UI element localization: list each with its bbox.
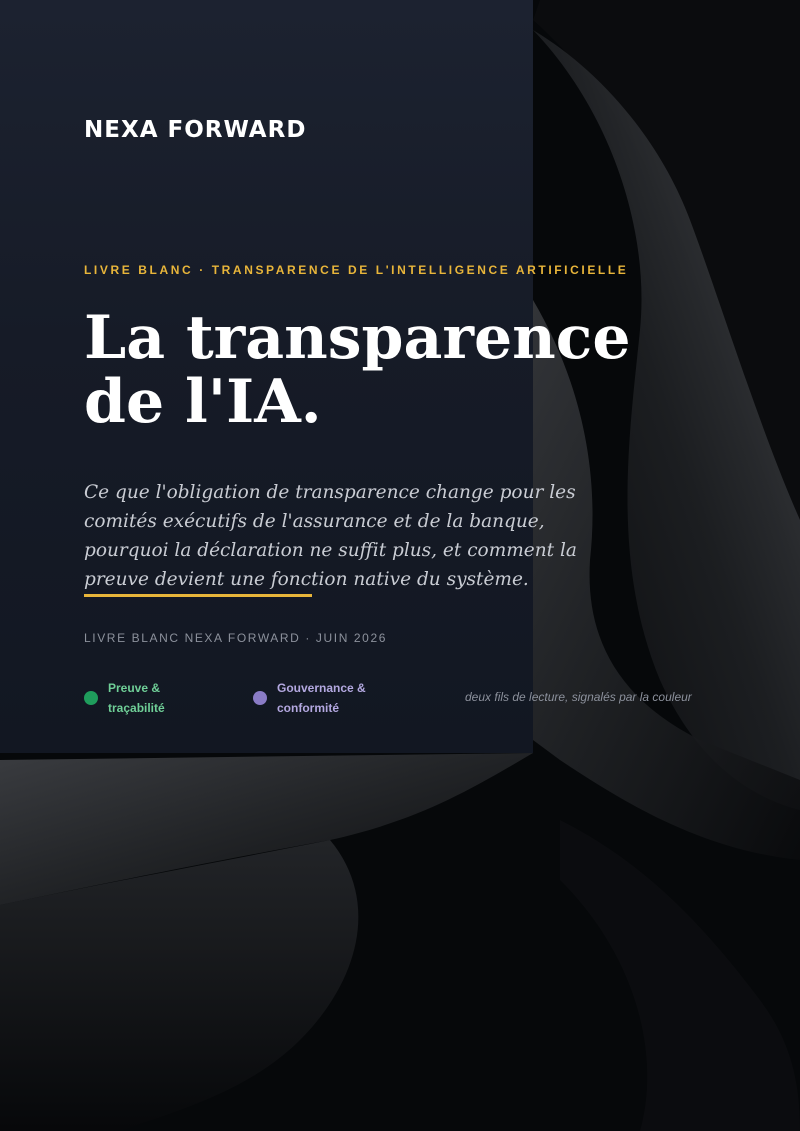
cover-meta: LIVRE BLANC NEXA FORWARD · JUIN 2026 (84, 631, 388, 645)
accent-underline (84, 594, 312, 597)
lede-line: Ce que l'obligation de transparence change pour les (84, 482, 576, 503)
thread-label-line: traçabilité (108, 701, 165, 715)
cover-title-line: La transparence (84, 303, 631, 373)
cover-title (84, 303, 724, 437)
thread-label (277, 678, 387, 718)
lede-line: comités exécutifs de l'assurance et de la banque, (84, 511, 545, 532)
lede-line: pourquoi la déclaration ne suffit plus, et comment la (84, 540, 577, 561)
thread-dot-purple (253, 691, 267, 705)
thread-label (108, 678, 218, 718)
reading-thread-governance (253, 678, 387, 718)
logo-text: NEXA FORWARD (84, 117, 307, 143)
cover-eyebrow: LIVRE BLANC · TRANSPARENCE DE L'INTELLIGENCE ARTIFICIELLE (84, 263, 629, 277)
cover-lede (84, 478, 644, 594)
nexa-forward-logo (84, 114, 324, 144)
threads-note: deux fils de lecture, signalés par la couleur (465, 690, 692, 704)
thread-label-line: Preuve & (108, 681, 161, 695)
cover-title-line: de l'IA. (84, 367, 322, 437)
thread-dot-green (84, 691, 98, 705)
thread-label-line: Gouvernance & (277, 681, 366, 695)
reading-thread-proof (84, 678, 218, 718)
lede-line: preuve devient une fonction native du système. (84, 569, 529, 590)
thread-label-line: conformité (277, 701, 340, 715)
